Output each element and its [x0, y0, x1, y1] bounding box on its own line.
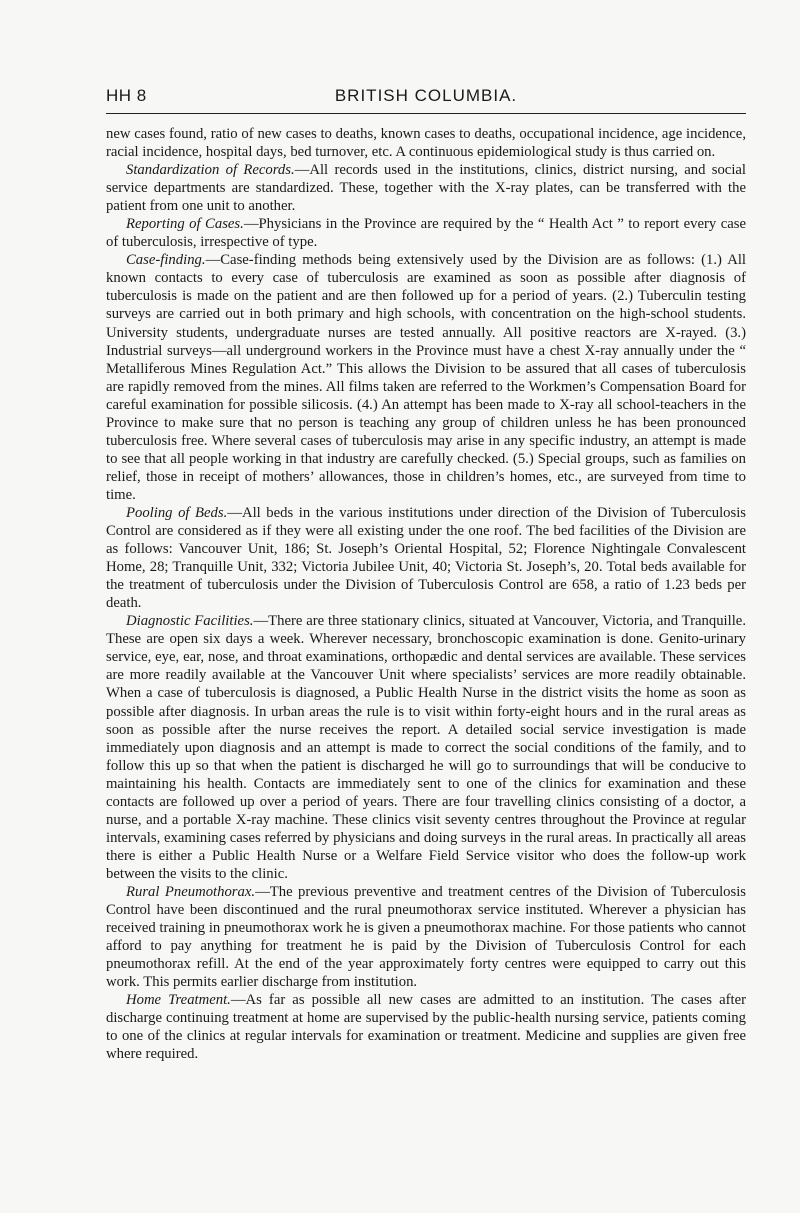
paragraph-heading: Rural Pneumothorax. [126, 883, 256, 900]
running-title: BRITISH COLUMBIA. [334, 86, 518, 105]
header-rule [106, 113, 746, 114]
paragraph-text: —All beds in the various institutions under direction of the Division of Tuberculosis Control are considered as if they were all existing under the one roof. The bed facilities of the Division are as follows: Vancouver Unit, 186; St. Joseph’s Oriental Hospital, 52; Florence Nightingale Convalescent Home, 28; Tranquille Unit, 332; Victoria Jubilee Unit, 40; Victoria St. Joseph’s, 20. Total beds available for the treatment of tuberculosis under the Division of Tuberculosis Control are 658, a ratio of 1.23 beds per death. [106, 504, 747, 612]
paragraph-heading: Pooling of Beds. [126, 504, 228, 521]
paragraph-standardization-of-records [106, 161, 746, 215]
paragraph-reporting-of-cases [106, 215, 746, 251]
paragraph-diagnostic-facilities [106, 612, 746, 883]
body-text [106, 125, 746, 1063]
paragraph-continuation [106, 125, 746, 161]
paragraph-pooling-of-beds [106, 504, 746, 612]
paragraph-text: —Physicians in the Province are required by the “ Health Act ” to report every case of tuberculosis, irrespective of type. [106, 216, 746, 251]
paragraph-heading: Home Treatment. [126, 992, 231, 1009]
paragraph-heading: Diagnostic Facilities. [126, 613, 254, 630]
paragraph-text: —Case-finding methods being extensively used by the Division are as follows: (1.) All known contacts to every case of tuberculosis are examined as soon as possible after diagnosis of tuberculosis is made on the patient and are then followed up for a period of years. (2.) Tuberculin testing surveys are carried out in both primary and high schools, with concentration on the high-school students. University students, undergraduate nurses are tested annually. All positive reactors are X-rayed. (3.) Industrial surveys—all underground workers in the Province must have a chest X-ray annually under the “ Metalliferous Mines Regulation Act.” This allows the Division to be assured that all cases of tuberculosis are rapidly removed from the mines. All films taken are referred to the Workmen’s Compensation Board for careful examination for possible silicosis. (4.) An attempt has been made to X-ray all school-teachers in the Province to make sure that no person is teaching any group of children unless he has been pronounced tuberculosis free. Where several cases of tuberculosis may arise in any specific industry, an attempt is made to see that all people working in that industry are carefully checked. (5.) Special groups, such as families on relief, those in receipt of mothers’ allowances, those in children’s homes, etc., are surveyed from time to time. [106, 252, 746, 503]
page-header [106, 86, 746, 112]
paragraph-text: —There are three stationary clinics, situated at Vancouver, Victoria, and Tranquille. These are open six days a week. Wherever necessary, bronchoscopic examination is done. Genito-urinary service, eye, ear, nose, and throat examinations, orthopædic and dental services are available. These services are more readily available at the Vancouver Unit where specialists’ services are more readily obtainable. When a case of tuberculosis is diagnosed, a Public Health Nurse in the district visits the home as soon as possible after diagnosis. In urban areas the rule is to visit within forty-eight hours and in the rural areas as soon as possible after the nurse receives the report. A detailed social service investigation is made immediately upon diagnosis and an attempt is made to correct the social conditions of the family, and to follow this up so that when the patient is discharged he will go to surroundings that will be conducive to maintaining his health. Contacts are immediately sent to one of the clinics for examination and these contacts are followed up over a period of years. There are four travelling clinics consisting of a doctor, a nurse, and a portable X-ray machine. These clinics visit seventy centres throughout the Province at regular intervals, examining cases referred by physicians and doing surveys in the rural areas. In practically all areas there is either a Public Health Nurse or a Welfare Field Service visitor who does the follow-up work between the visits to the clinic. [106, 613, 746, 882]
paragraph-heading: Case-finding. [126, 252, 206, 269]
paragraph-case-finding [106, 251, 746, 504]
page-number: HH 8 [106, 86, 147, 105]
paragraph-home-treatment [106, 991, 746, 1063]
paragraph-heading: Standardization of Records. [126, 162, 295, 179]
paragraph-text: —The previous preventive and treatment centres of the Division of Tuberculosis Control have been discontinued and the rural pneumothorax service instituted. Wherever a physician has received training in pneumothorax work he is given a pneumothorax machine. For those patients who cannot afford to pay anything for treatment he is paid by the Division of Tuberculosis Control for each pneumothorax refill. At the end of the year approximately forty centres were equipped to carry out this work. This permits earlier discharge from institution. [106, 883, 747, 991]
paragraph-text: new cases found, ratio of new cases to deaths, known cases to deaths, occupational incidence, age incidence, racial incidence, hospital days, bed turnover, etc. A continuous epidemiological study is thus carried on. [106, 126, 746, 161]
paragraph-heading: Reporting of Cases. [126, 216, 244, 233]
paragraph-text: —All records used in the institutions, clinics, district nursing, and social service departments are standardized. These, together with the X-ray plates, can be transferred with the patient from one unit to another. [106, 162, 747, 215]
paragraph-text: —As far as possible all new cases are admitted to an institution. The cases after discharge continuing treatment at home are supervised by the public-health nursing service, patients coming to one of the clinics at regular intervals for examination or treatment. Medicine and supplies are given free where required. [106, 992, 746, 1063]
paragraph-rural-pneumothorax [106, 883, 746, 991]
